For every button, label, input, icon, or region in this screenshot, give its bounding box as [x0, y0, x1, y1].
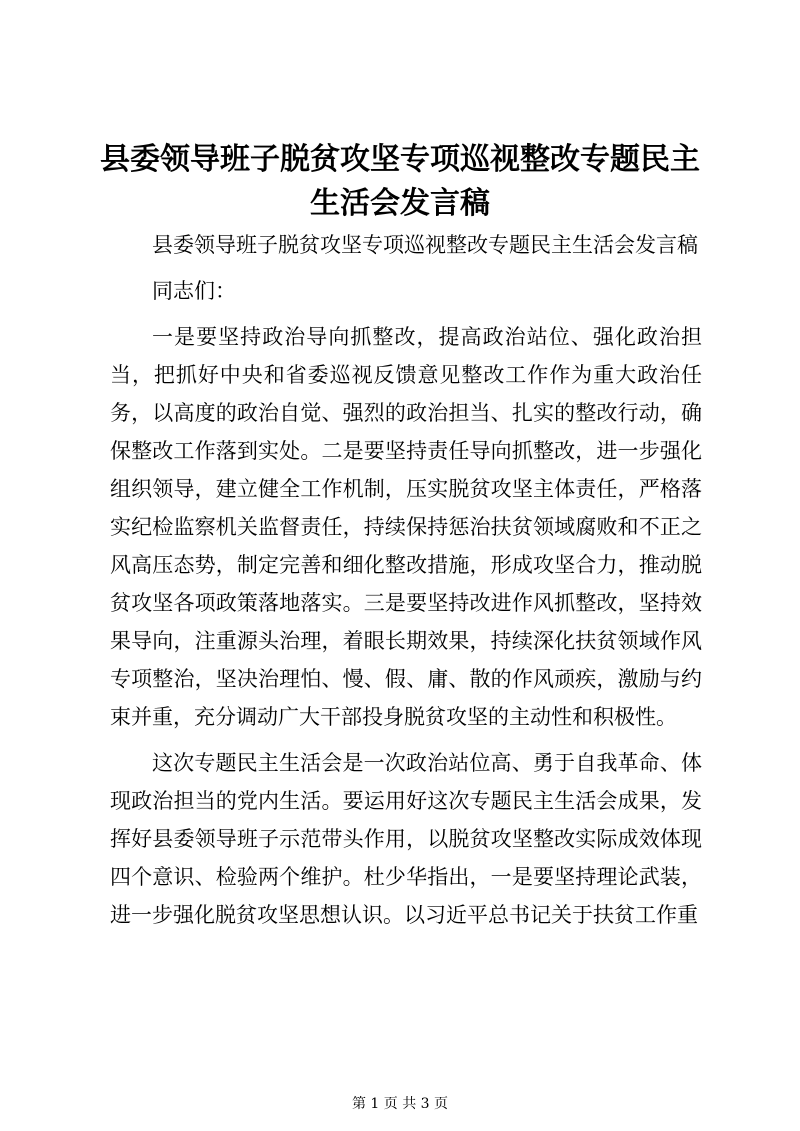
document-body [110, 226, 702, 942]
page-footer: 第 1 页 共 3 页 [351, 1096, 449, 1112]
paragraph-body-1: 一是要坚持政治导向抓整改，提高政治站位、强化政治担当，把抓好中央和省委巡视反馈意见整改工作作为重大政治任务，以高度的政治自觉、强烈的政治担当、扎实的整改行动，确保整改工作落到实处。二是要坚持责任导向抓整改，进一步强化组织领导，建立健全工作机制，压实脱贫攻坚主体责任，严格落实纪检监察机关监督责任，持续保持惩治扶贫领域腐败和不正之风高压态势，制定完善和细化整改措施，形成攻坚合力，推动脱贫攻坚各项政策落地落实。三是要坚持改进作风抓整改，坚持效果导向，注重源头治理，着眼长期效果，持续深化扶贫领域作风专项整治，坚决治理怕、慢、假、庸、散的作风顽疾，激励与约束并重，充分调动广大干部投身脱贫攻坚的主动性和积极性。 [110, 325, 702, 729]
paragraph-body-2: 这次专题民主生活会是一次政治站位高、勇于自我革命、体现政治担当的党内生活。要运用好这次专题民主生活会成果，发挥好县委领导班子示范带头作用，以脱贫攻坚整改实际成效体现四个意识、检验两个维护。杜少华指出，一是要坚持理论武装，进一步强化脱贫攻坚思想认识。以习近平总书记关于扶贫工作重 [110, 751, 702, 927]
paragraph-salutation: 同志们： [152, 279, 236, 303]
paragraph-subtitle: 县委领导班子脱贫攻坚专项巡视整改专题民主生活会发言稿 [152, 233, 698, 257]
document-title: 县委领导班子脱贫攻坚专项巡视整改专题民主生活会发言稿 [100, 142, 700, 221]
